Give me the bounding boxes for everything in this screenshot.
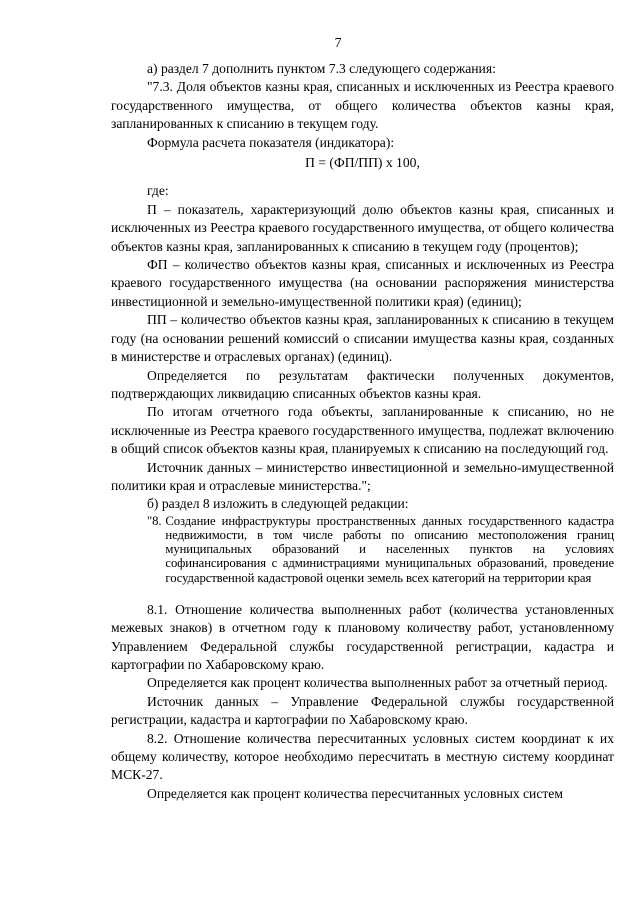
section-8-heading bbox=[147, 514, 614, 585]
definition-p: П – показатель, характеризующий долю объектов казны края, списанных и исключенных из Реестра краевого государственного имущества, от общего количества объектов казны края, запланированных к списанию в текущем году (процентов); bbox=[111, 201, 614, 254]
definition-fp: ФП – количество объектов казны края, списанных и исключенных из Реестра краевого государственного имущества (на основании распоряжения министерства инвестиционной и земельно-имущественной политики края) (единиц); bbox=[111, 257, 614, 309]
paragraph-8-1-determination: Определяется как процент количества выполненных работ за отчетный период. bbox=[147, 675, 608, 691]
paragraph-year-results: По итогам отчетного года объекты, запланированные к списанию, но не исключенные из Реестра краевого государственного имущества, подлежат включению в общий список объектов казны края, планируемых к списанию на последующий год. bbox=[111, 404, 614, 457]
paragraph-8-2-determination: Определяется как процент количества пересчитанных условных систем bbox=[147, 785, 563, 801]
paragraph-data-source-1: Источник данных – министерство инвестиционной и земельно-имущественной политики края и отраслевые министерства."; bbox=[111, 459, 614, 493]
section-8-title: Создание инфраструктуры пространственных данных государственного кадастра недвижимости, в том числе работы по описанию местоположения границ муниципальных образований и населенных пунктов на условиях софинансирования с администрациями муниципальных образований, проведение государственной кадастровой оценки земель всех категорий на территории края bbox=[165, 513, 614, 585]
paragraph-where: где: bbox=[147, 183, 169, 199]
paragraph-amendment-b: б) раздел 8 изложить в следующей редакции: bbox=[147, 496, 409, 512]
paragraph-formula-intro: Формула расчета показателя (индикатора): bbox=[147, 134, 395, 150]
paragraph-determination: Определяется по результатам фактически полученных документов, подтверждающих ликвидацию списанных объектов казны края. bbox=[111, 367, 614, 401]
definition-pp: ПП – количество объектов казны края, запланированных к списанию в текущем году (на основании решений комиссий о списании имущества казны края, созданных в министерстве и отраслевых органах) (единиц). bbox=[111, 312, 614, 365]
document-body bbox=[111, 60, 614, 803]
section-8-number: "8. bbox=[147, 513, 162, 528]
paragraph-amendment-a: а) раздел 7 дополнить пунктом 7.3 следующего содержания: bbox=[147, 61, 496, 76]
paragraph-7-3: "7.3. Доля объектов казны края, списанных и исключенных из Реестра краевого государственного имущества, от общего количества объектов казны края, запланированных к списанию в текущем году. bbox=[111, 79, 614, 132]
paragraph-8-1: 8.1. Отношение количества выполненных работ (количества установленных межевых знаков) в отчетном году к плановому количеству работ, установленному Управлением Федеральной службы государственной регистрации, кадастра и картографии по Хабаровскому краю. bbox=[111, 601, 614, 672]
page-number: 7 bbox=[334, 35, 342, 50]
paragraph-8-2: 8.2. Отношение количества пересчитанных условных систем координат к их общему количеству, которое необходимо пересчитать в местную систему координат МСК-27. bbox=[111, 730, 614, 783]
formula: П = (ФП/ПП) х 100, bbox=[305, 155, 420, 171]
paragraph-data-source-2: Источник данных – Управление Федеральной службы государственной регистрации, кадастра и картографии по Хабаровскому краю. bbox=[111, 693, 614, 728]
